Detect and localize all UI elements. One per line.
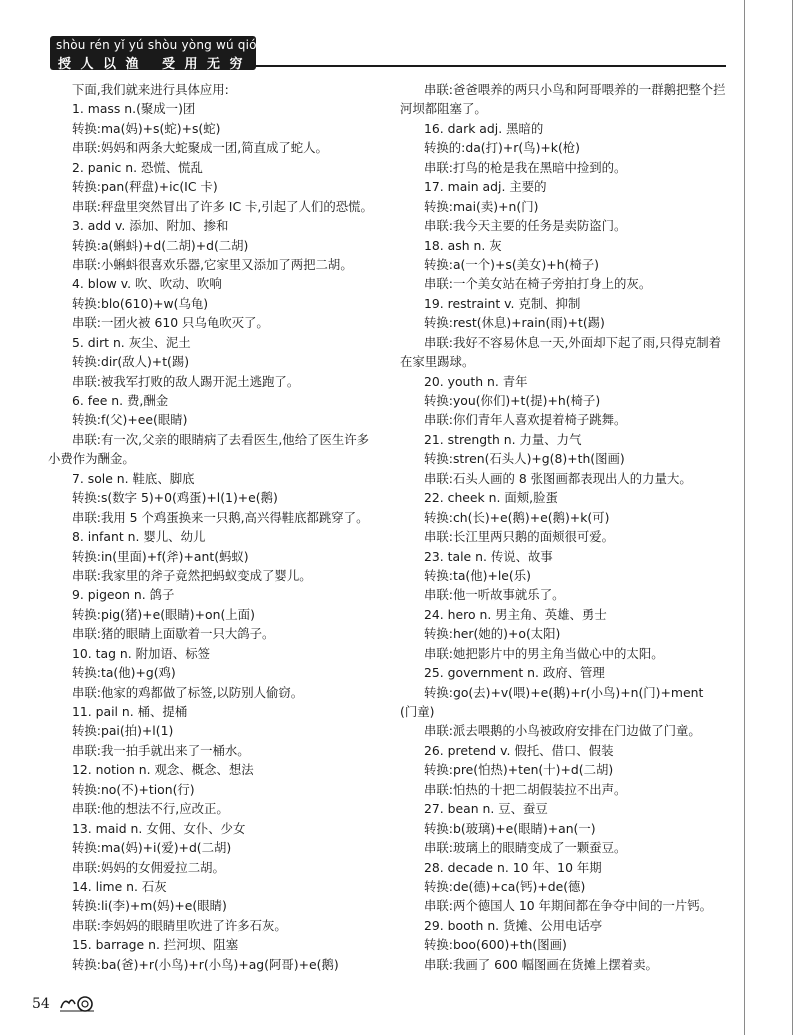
text-line: 25. government n. 政府、管理 [424,665,605,681]
left-column [48,80,378,974]
text-line: 转换:pig(猪)+e(眼睛)+on(上面) [72,606,255,622]
text-line: 转换:pre(怕热)+ten(十)+d(二胡) [424,762,614,778]
text-line: 串联:怕热的十把二胡假装拉不出声。 [424,781,627,797]
text-line: 串联:我一拍手就出来了一桶水。 [72,742,250,758]
section-header [50,36,273,72]
header-title: 授人以渔 受用无穷 [58,57,253,72]
text-line: 串联:玻璃上的眼睛变成了一颗蚕豆。 [424,840,627,856]
text-line: 28. decade n. 10 年、10 年期 [424,859,602,875]
text-line: 小费作为酬金。 [48,451,135,467]
text-line: 串联:石头人画的 8 张图画都表现出人的力量大。 [424,470,692,486]
text-line: 串联:派去喂鹅的小鸟被政府安排在门边做了门童。 [424,723,701,739]
text-line: 转换:a(一个)+s(美女)+h(椅子) [424,256,599,272]
page-edge-line [744,0,745,1035]
text-line: 串联:我家里的斧子竟然把蚂蚁变成了婴儿。 [72,567,312,583]
text-line: 串联:长江里两只鹅的面颊很可爱。 [424,529,615,545]
text-line: 转换:go(去)+v(喂)+e(鹅)+r(小鸟)+n(门)+ment [424,684,704,700]
header-pinyin: shòu rén yǐ yú shòu yòng wú qióng [56,38,273,52]
text-line: 转换:ch(长)+e(鹅)+e(鹅)+k(可) [424,509,610,525]
text-line: 转换:dir(敌人)+t(踢) [72,354,190,370]
text-line: 15. barrage n. 拦河坝、阻塞 [72,937,239,953]
text-line: 转换:her(她的)+o(太阳) [424,626,561,642]
text-line: 23. tale n. 传说、故事 [424,548,553,564]
text-line: 11. pail n. 桶、提桶 [72,704,188,719]
text-line: 串联:一团火被 610 只乌龟吹灭了。 [72,315,269,331]
text-line: 串联:小蝌蚪很喜欢乐器,它家里又添加了两把二胡。 [72,256,353,272]
text-line: 转换:b(玻璃)+e(眼睛)+an(一) [424,820,596,836]
text-line: 7. sole n. 鞋底、脚底 [72,470,195,486]
text-line: 26. pretend v. 假托、借口、假装 [424,742,614,758]
text-line: 转换:ta(他)+le(乐) [424,567,531,583]
text-line: 串联:妈妈和两条大蛇聚成一团,简直成了蛇人。 [72,140,328,156]
text-line: 串联:妈妈的女佣爱拉二胡。 [72,859,225,875]
text-line: 串联:他的想法不行,应改正。 [72,801,229,817]
text-line: 串联:他一听故事就乐了。 [424,587,565,603]
text-line: (门童) [400,704,435,719]
text-line: 19. restraint v. 克制、抑制 [424,295,581,311]
text-line: 3. add v. 添加、附加、掺和 [72,218,229,234]
text-line: 串联:你们青年人喜欢提着椅子跳舞。 [424,412,627,428]
text-line: 在家里踢球。 [400,354,475,370]
text-line: 18. ash n. 灰 [424,237,502,253]
text-line: 转换:blo(610)+w(乌龟) [72,295,209,311]
right-column [400,80,730,974]
text-line: 转换:ma(妈)+i(爱)+d(二胡) [72,840,232,856]
text-line: 17. main adj. 主要的 [424,179,547,195]
text-line: 14. lime n. 石灰 [72,878,167,894]
text-line: 串联:我好不容易休息一天,外面却下起了雨,只得克制着 [424,334,722,350]
text-line: 10. tag n. 附加语、标签 [72,645,210,661]
text-line: 串联:我用 5 个鸡蛋换来一只鹅,高兴得鞋底都跳穿了。 [72,509,369,525]
text-line: 1. mass n.(聚成一)团 [72,101,196,117]
text-line: 4. blow v. 吹、吹动、吹响 [72,276,222,292]
text-line: 24. hero n. 男主角、英雄、勇士 [424,606,607,622]
text-line: 串联:李妈妈的眼睛里吹进了许多石灰。 [72,917,287,933]
text-line: 转换:ba(爸)+r(小鸟)+r(小鸟)+ag(阿哥)+e(鹅) [72,956,339,972]
text-line: 串联:一个美女站在椅子旁拍打身上的灰。 [424,276,652,292]
text-line: 转换:ta(他)+g(鸡) [72,665,176,681]
text-line: 转换:boo(600)+th(图画) [424,937,567,953]
text-line: 13. maid n. 女佣、女仆、少女 [72,820,246,836]
text-line: 转换:ma(妈)+s(蛇)+s(蛇) [72,120,221,136]
page-number: 54 [32,996,50,1012]
text-line: 转换:li(李)+m(妈)+e(眼睛) [72,898,227,914]
text-line: 转换:stren(石头人)+g(8)+th(图画) [424,451,625,467]
text-line: 转换:mai(卖)+n(门) [424,198,539,214]
text-line: 29. booth n. 货摊、公用电话亭 [424,917,603,933]
text-line: 串联:猪的眼睛上面歇着一只大鸽子。 [72,626,275,642]
text-line: 河坝都阻塞了。 [400,101,487,117]
text-line: 串联:他家的鸡都做了标签,以防别人偷窃。 [72,684,304,700]
text-line: 串联:打鸟的枪是我在黑暗中捡到的。 [424,159,627,175]
text-line: 12. notion n. 观念、概念、想法 [72,762,254,778]
text-line: 转换:s(数字 5)+0(鸡蛋)+l(1)+e(鹅) [72,490,278,506]
header-rule [256,65,726,67]
text-line: 转换:pai(拍)+l(1) [72,723,174,739]
text-line: 9. pigeon n. 鸽子 [72,587,175,603]
text-line: 转换:in(里面)+f(斧)+ant(蚂蚁) [72,548,249,564]
book-logo-icon [60,995,94,1013]
text-line: 转换:rest(休息)+rain(雨)+t(踢) [424,315,605,331]
text-line: 22. cheek n. 面颊,脸蛋 [424,490,558,506]
text-line: 串联:她把影片中的男主角当做心中的太阳。 [424,645,664,661]
text-line: 转换:f(父)+ee(眼睛) [72,412,188,428]
text-line: 转换:de(德)+ca(钙)+de(德) [424,878,586,894]
text-line: 2. panic n. 恐慌、慌乱 [72,159,203,175]
text-line: 21. strength n. 力量、力气 [424,431,582,447]
text-line: 转换的:da(打)+r(鸟)+k(枪) [424,140,581,156]
text-line: 串联:两个德国人 10 年期间都在争夺中间的一片钙。 [424,898,713,914]
text-line: 串联:爸爸喂养的两只小鸟和阿哥喂养的一群鹅把整个拦 [424,82,726,97]
text-line: 转换:pan(秤盘)+ic(IC 卡) [72,179,218,195]
text-line: 转换:no(不)+tion(行) [72,781,195,797]
text-line: 串联:我今天主要的任务是卖防盗门。 [424,218,627,234]
text-line: 20. youth n. 青年 [424,373,528,389]
text-line: 串联:秤盘里突然冒出了许多 IC 卡,引起了人们的恐慌。 [72,198,373,214]
text-line: 16. dark adj. 黑暗的 [424,120,544,136]
text-line: 转换:you(你们)+t(提)+h(椅子) [424,393,601,408]
page-edge-line [792,0,793,1035]
text-line: 27. bean n. 豆、蚕豆 [424,801,548,817]
text-line: 转换:a(蝌蚪)+d(二胡)+d(二胡) [72,237,249,253]
text-line: 串联:有一次,父亲的眼睛病了去看医生,他给了医生许多 [72,431,370,447]
text-line: 串联:我画了 600 幅图画在货摊上摆着卖。 [424,956,658,972]
text-line: 8. infant n. 婴儿、幼儿 [72,529,206,545]
text-line: 5. dirt n. 灰尘、泥土 [72,334,191,350]
text-line: 下面,我们就来进行具体应用: [72,82,229,97]
text-line: 6. fee n. 费,酬金 [72,393,169,408]
text-line: 串联:被我军打败的敌人踢开泥土逃跑了。 [72,373,300,389]
